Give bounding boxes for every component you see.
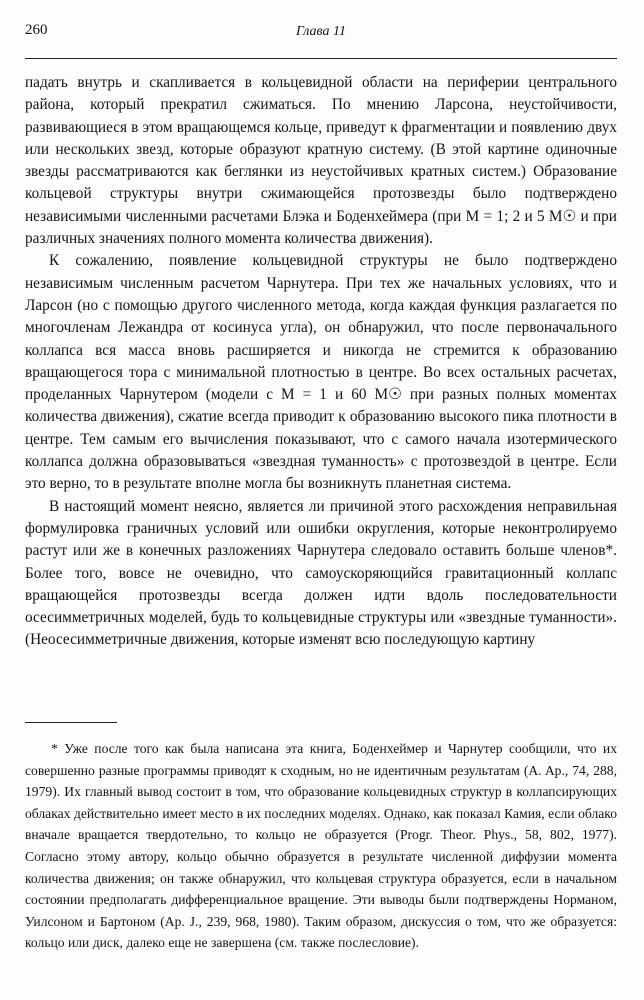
chapter-title: Глава 11: [296, 24, 346, 39]
page-header: [25, 20, 617, 44]
footnote: [25, 738, 617, 954]
footnote-rule: [25, 722, 117, 723]
footnote-text: * Уже после того как была написана эта книга, Боденхеймер и Чарнутер сообщили, что их совершенно разные программы приводят к сходным, но не идентичным результатам (A. Ap., 74, 288, 1979). Их главный вывод состоит в том, что образование кольцевидных структур в коллапсирующих облаках действительно имеет место в их последних моделях. Однако, как показал Камия, если облако вначале вращается твердотельно, то кольцо не образуется (Progr. Theor. Phys., 58, 802, 1977). Согласно этому автору, кольцо обычно образуется в результате численной диффузии момента количества движения; он также обнаружил, что кольцевая структура образуется, если в начальном состоянии предполагать дифференциальное вращение. Эти выводы были подтверждены Норманом, Уилсоном и Бартоном (Ap. J., 239, 968, 1980). Таким образом, дискуссия о том, что же образуется: кольцо или диск, далеко еще не завершена (см. также послесловие).: [25, 741, 617, 951]
header-rule: [25, 58, 617, 59]
paragraph: падать внутрь и скапливается в кольцевидной области на периферии центрального района, который прекратил сжиматься. По мнению Ларсона, неустойчивости, развивающиеся в этом вращающемся кольце, приведут к фрагментации и появлению двух или нескольких звезд, которые образуют кратную систему. (В этой картине одиночные звезды рассматриваются как беглянки из неустойчивых кратных систем.) Образование кольцевой структуры внутри сжимающейся протозвезды было подтверждено независимыми численными расчетами Блэка и Боденхеймера (при M = 1; 2 и 5 M☉ и при различных значениях полного момента количества движения).: [25, 74, 617, 248]
page-number: 260: [25, 22, 48, 38]
main-text: [25, 72, 617, 652]
paragraph: К сожалению, появление кольцевидной структуры не было подтверждено независимым численным расчетом Чарнутера. При тех же начальных условиях, что и Ларсон (но с помощью другого численного метода, когда каждая функция разлагается по многочленам Лежандра от косинуса угла), он обнаружил, что после первоначального коллапса вся масса вновь расширяется и никогда не стремится к образованию вращающегося тора с минимальной плотностью в центре. Во всех остальных расчетах, проделанных Чарнутером (модели с M = 1 и 60 M☉ при разных полных моментах количества движения), сжатие всегда приводит к образованию высокого пика плотности в центре. Тем самым его вычисления показывают, что с самого начала изотермического коллапса должна образовываться «звездная туманность» с протозвездой в центре. Если это верно, то в результате вполне могла бы возникнуть планетная система.: [25, 252, 617, 493]
paragraph: В настоящий момент неясно, является ли причиной этого расхождения неправильная формулировка граничных условий или ошибки округления, которые неконтролируемо растут или же в конечных разложениях Чарнутера следовало оставить больше членов*. Более того, вовсе не очевидно, что самоускоряющийся гравитационный коллапс вращающейся протозвезды всегда должен идти вдоль последовательности осесимметричных моделей, будь то кольцевидные структуры или «звездные туманности». (Неосесимметричные движения, которые изменят всю последующую картину: [25, 497, 617, 649]
